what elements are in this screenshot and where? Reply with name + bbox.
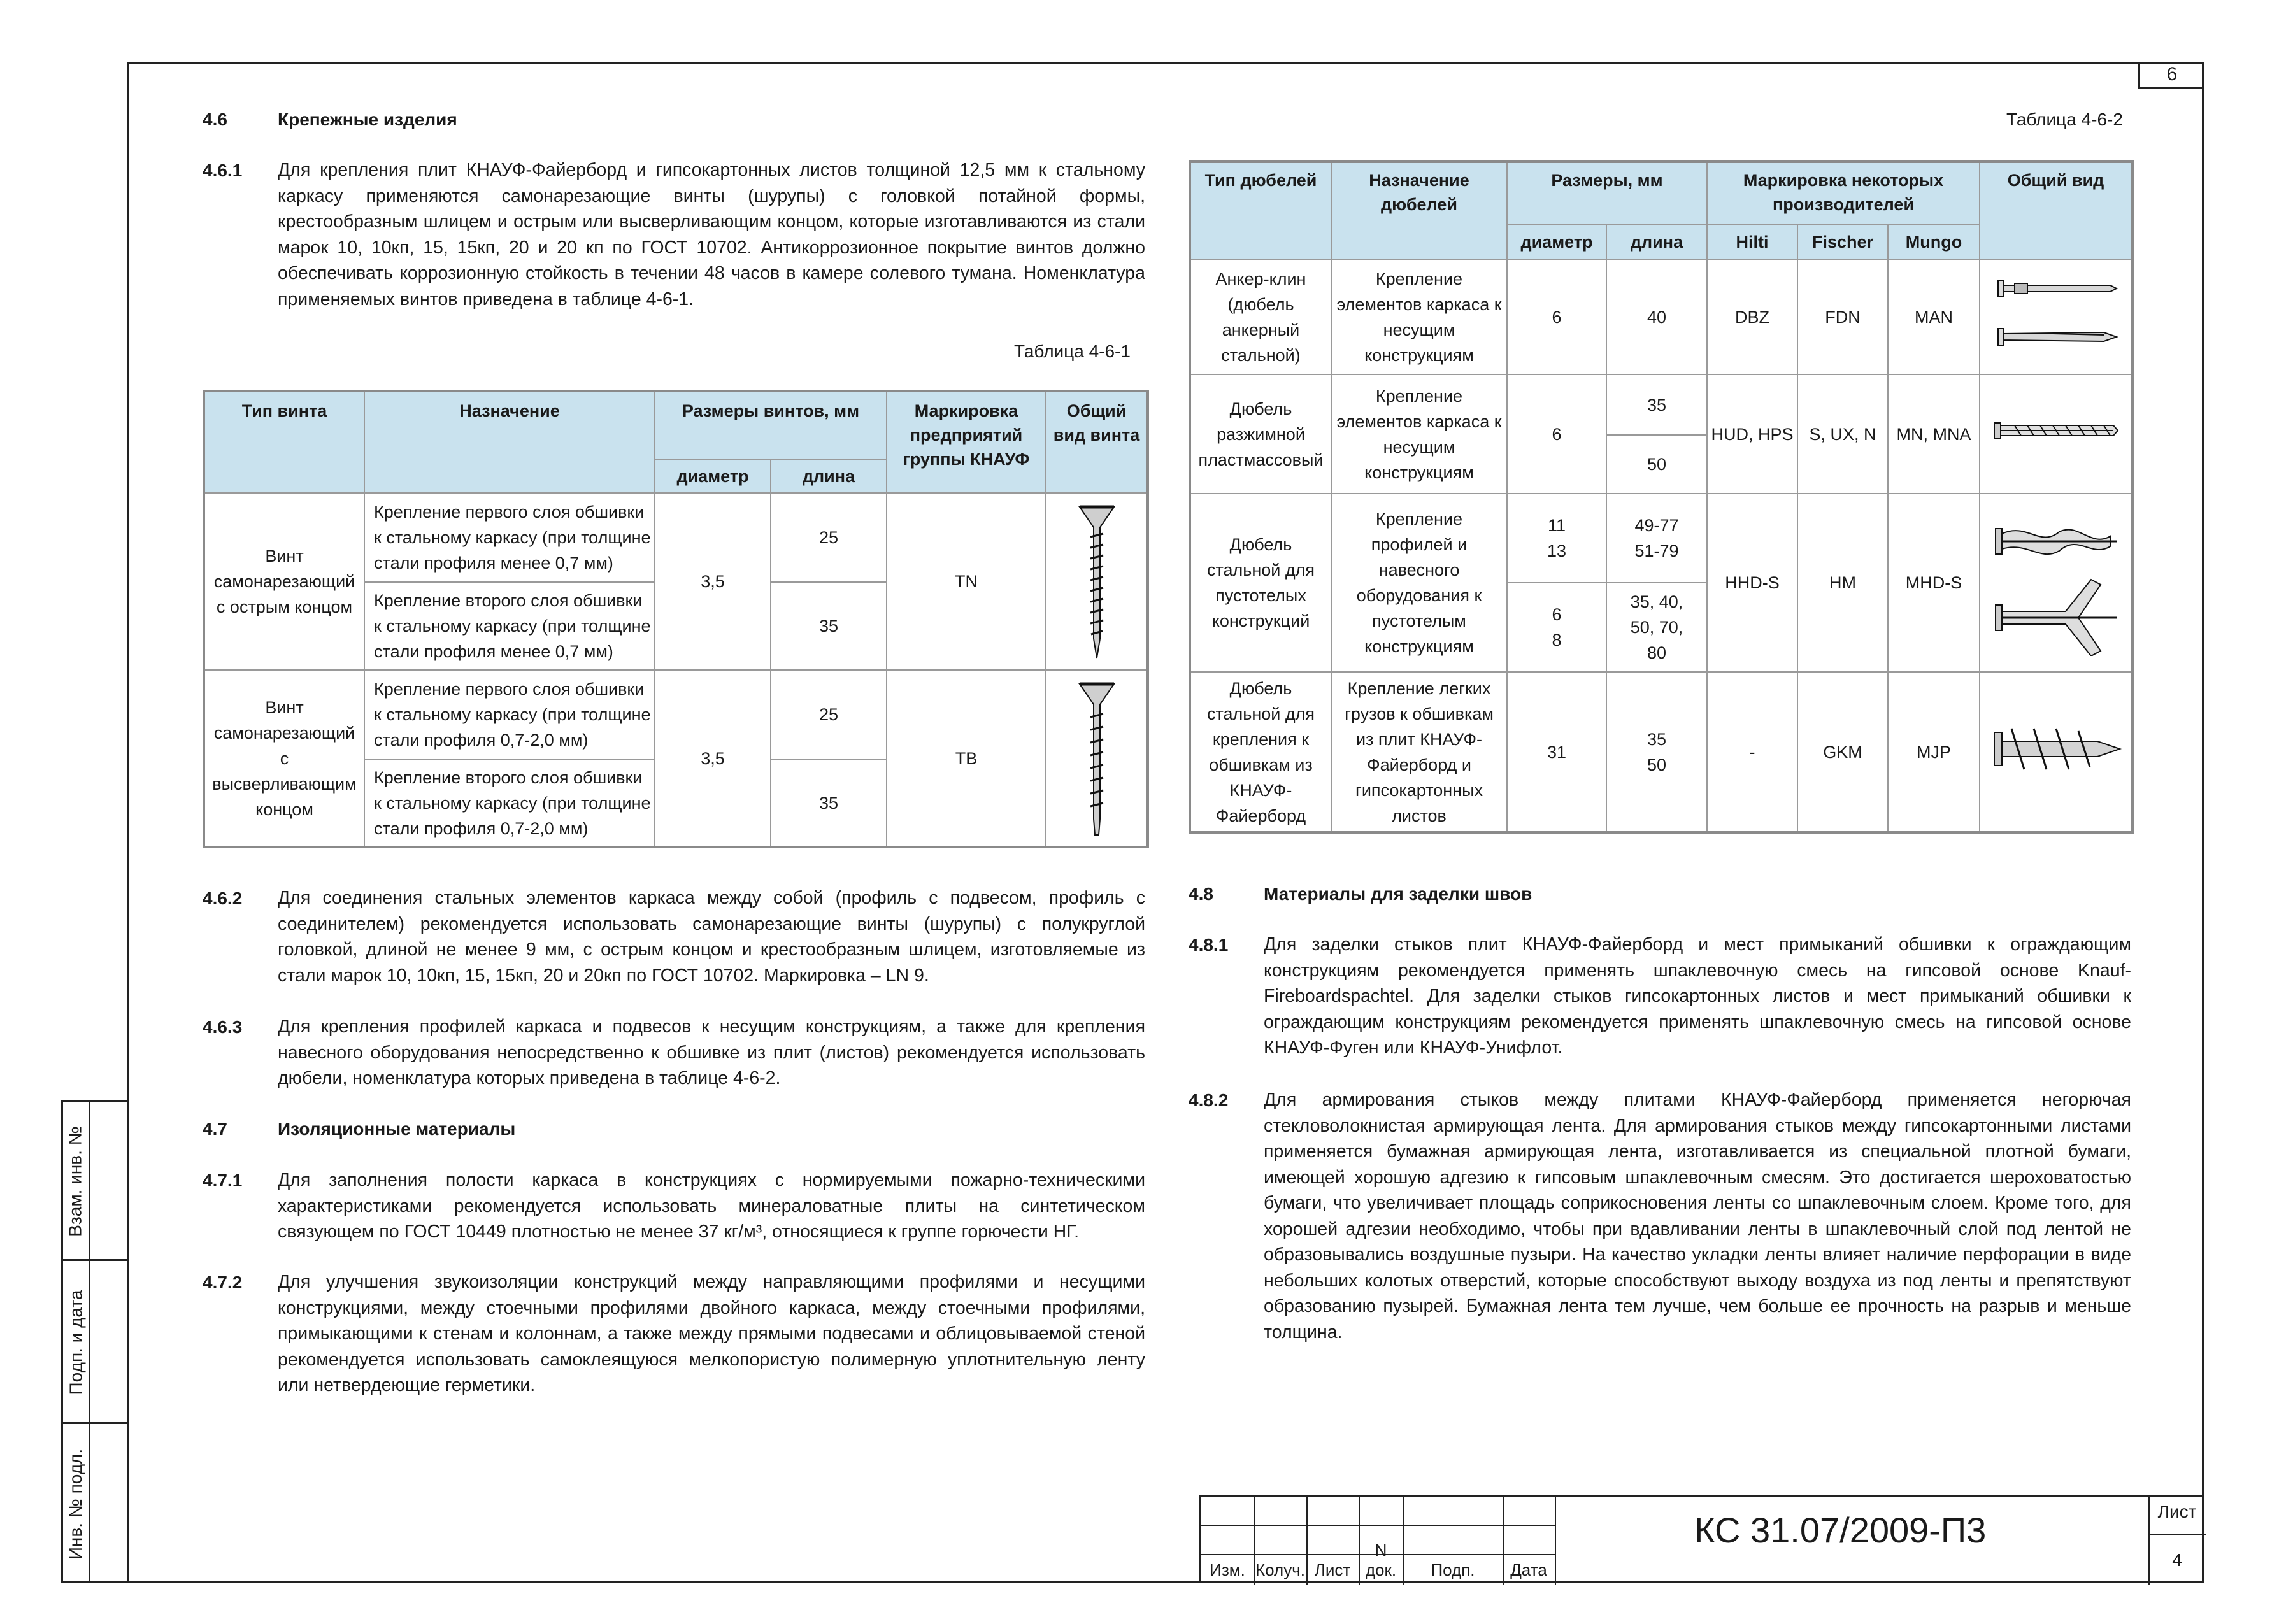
screw-tn-image (1046, 493, 1148, 670)
t461-row2a-length: 25 (771, 670, 887, 759)
t462-row3-diameter-b: 6 8 (1507, 583, 1606, 672)
t462-row3-hilti: HHD-S (1707, 494, 1797, 672)
t462-row1-mungo: MAN (1888, 260, 1980, 374)
sidebar-inv-original: Инв. № подл. (66, 1448, 86, 1560)
t462-row1-length: 40 (1606, 260, 1707, 374)
stamp-label-date: Дата (1510, 1560, 1547, 1579)
t462-row4-purpose: Крепление легких грузов к обшивкам из плит КНАУФ-Файерборд и гипсокартонных листов (1331, 672, 1507, 832)
screw-tb-image (1046, 670, 1148, 847)
t462-row3-diameter-a: 11 13 (1507, 494, 1606, 583)
t462-header-type: Тип дюбелей (1190, 162, 1331, 260)
section-4-6-number: 4.6 (203, 110, 227, 129)
t462-row1-diameter: 6 (1507, 260, 1606, 374)
t461-header-mark: Маркировка предприятий группы КНАУФ (887, 391, 1046, 493)
t461-header-purpose: Назначение (364, 391, 655, 493)
para-4-8-2-number: 4.8.2 (1189, 1090, 1229, 1110)
t462-row4-hilti: - (1707, 672, 1797, 832)
t461-row2-diameter: 3,5 (655, 670, 771, 847)
t462-row2-diameter: 6 (1507, 374, 1606, 494)
plastic-dowel-icon (1989, 411, 2123, 450)
t462-row2-fischer: S, UX, N (1797, 374, 1888, 494)
stamp-label-doc-no: N док. (1365, 1541, 1397, 1579)
t462-header-diameter: диаметр (1507, 224, 1606, 260)
t461-header-type: Тип винта (204, 391, 364, 493)
document-code: КС 31.07/2009-П3 (1694, 1510, 1987, 1550)
section-4-8-number: 4.8 (1189, 884, 1213, 904)
table-4-6-2-caption: Таблица 4-6-2 (2006, 110, 2123, 129)
t462-row1-purpose: Крепление элементов каркаса к несущим конструкциям (1331, 260, 1507, 374)
t462-header-fischer: Fischer (1797, 224, 1888, 260)
t462-row1-fischer: FDN (1797, 260, 1888, 374)
t462-row4-type: Дюбель стальной для крепления к обшивкам из КНАУФ-Файерборд (1190, 672, 1331, 832)
para-4-7-1-number: 4.7.1 (203, 1171, 243, 1190)
section-4-7-title: Изоляционные материалы (278, 1119, 516, 1139)
t461-row1a-length: 25 (771, 493, 887, 582)
t462-row4-length: 35 50 (1606, 672, 1707, 832)
para-4-6-3: Для крепления профилей каркаса и подвесов к несущим конструкциям, а также для крепления навесного оборудования непосредственно к обшивке из плит (листов) рекомендуется использовать дюбели, номенклатура которых приведена в таблице 4-6-2. (278, 1016, 1145, 1088)
sidebar-replace-inv: Взам. инв. № (66, 1126, 85, 1237)
t462-row4-fischer: GKM (1797, 672, 1888, 832)
t461-header-length: длина (771, 460, 887, 493)
t462-row4-diameter: 31 (1507, 672, 1606, 832)
para-4-6-3-number: 4.6.3 (203, 1017, 243, 1037)
t462-row2-length-b: 50 (1606, 435, 1707, 494)
stamp-label-count: Колуч. (1255, 1560, 1305, 1579)
t461-row2-mark: TB (887, 670, 1046, 847)
table-4-6-2 (1189, 160, 2134, 834)
anchor-wedge-icon (1989, 266, 2123, 362)
t461-row2a-purpose: Крепление первого слоя обшивки к стальному каркасу (при толщине стали профиля 0,7-2,0 мм) (364, 670, 655, 759)
t461-row2-type: Винт самонарезающий с высверливающим концом (204, 670, 364, 847)
stamp-label-signature: Подп. (1431, 1560, 1475, 1579)
t462-row3-length-a: 49-77 51-79 (1606, 494, 1707, 583)
para-4-7-2: Для улучшения звукоизоляции конструкций между направляющими профилями и несущими конструкциями, между стоечными профилями двойного каркаса, между стоечными профилями, примыкающими к стенам и колоннам, а также между прямыми подвесами и облицовываемой стеной рекомендуется использовать самоклеящуюся мелкопористую полимерную уплотнительную ленту или нетвердеющие герметики. (278, 1272, 1145, 1395)
t462-row3-mungo: MHD-S (1888, 494, 1980, 672)
t462-row3-purpose: Крепление профилей и навесного оборудования к пустотелым конструкциям (1331, 494, 1507, 672)
para-4-7-1: Для заполнения полости каркаса в конструкциях с нормируемыми пожарно-техническими характеристиками рекомендуется использовать минераловатные плиты на синтетическом связующем по ГОСТ 10449 плотностью не менее 37 кг/м³, относящиеся к группе горючести НГ. (278, 1170, 1145, 1242)
t462-row2-hilti: HUD, HPS (1707, 374, 1797, 494)
t462-row2-mungo: MN, MNA (1888, 374, 1980, 494)
t461-header-diameter: диаметр (655, 460, 771, 493)
para-4-6-2-number: 4.6.2 (203, 888, 243, 908)
para-4-8-1-number: 4.8.1 (1189, 935, 1229, 955)
para-4-7-2-number: 4.7.2 (203, 1272, 243, 1292)
t462-row1-hilti: DBZ (1707, 260, 1797, 374)
t461-row2b-length: 35 (771, 759, 887, 847)
t462-row1-type: Анкер-клин (дюбель анкерный стальной) (1190, 260, 1331, 374)
plasterboard-anchor-image (1980, 672, 2132, 832)
para-4-8-1: Для заделки стыков плит КНАУФ-Файерборд и мест примыканий обшивки к ограждающим конструкциям рекомендуется применять шпаклевочную смесь на гипсовой основе Knauf-Fireboardspachtel. Для заделки стыков гипсокартонных листов и мест примыканий обшивки к ограждающим конструкциям рекомендуется применять шпаклевочную смесь на гипсовой основе КНАУФ-Фуген или КНАУФ-Унифлот. (1264, 934, 2131, 1058)
t461-row1-diameter: 3,5 (655, 493, 771, 670)
section-4-8-title: Материалы для заделки швов (1264, 884, 1532, 904)
para-4-6-1-number: 4.6.1 (203, 160, 243, 180)
hollow-wall-dowel-icon (1989, 503, 2123, 656)
sheet-label: Лист (2157, 1502, 2197, 1521)
t462-header-purpose: Назначение дюбелей (1331, 162, 1507, 260)
t462-header-length: длина (1606, 224, 1707, 260)
sheet-number: 4 (2172, 1550, 2182, 1570)
t462-header-hilti: Hilti (1707, 224, 1797, 260)
t461-header-view: Общий вид винта (1046, 391, 1148, 493)
t462-row2-length-a: 35 (1606, 374, 1707, 435)
para-4-6-1: Для крепления плит КНАУФ-Файерборд и гипсокартонных листов толщиной 12,5 мм к стальному каркасу применяются самонарезающие винты (шурупы) с головкой потайной формы, крестообразным шлицем и острым или высверливающим концом, которые изготавливаются из стали марок 10, 10кп, 15, 15кп, 20 и 20 кп по ГОСТ 10702. Антикоррозионное покрытие винтов должно обеспечивать коррозионную стойкость в течении 48 часов в камере солевого тумана. Номенклатура применяемых винтов приведена в таблице 4-6-1. (278, 160, 1145, 310)
sidebar-sign-date: Подп. и дата (66, 1290, 85, 1395)
t462-row4-mungo: MJP (1888, 672, 1980, 832)
t461-header-size: Размеры винтов, мм (655, 391, 887, 460)
page-number: 6 (2138, 62, 2204, 89)
t461-row1b-purpose: Крепление второго слоя обшивки к стальному каркасу (при толщине стали профиля менее 0,7 мм) (364, 582, 655, 670)
section-4-7-number: 4.7 (203, 1119, 227, 1139)
t461-row1-mark: TN (887, 493, 1046, 670)
hollow-dowel-image (1980, 494, 2132, 672)
para-4-6-2: Для соединения стальных элементов каркаса между собой (профиль с подвесом, профиль с соединителем) рекомендуется использовать самонарезающие винты (шурупы) с полукруглой головкой, длиной не менее 9 мм, с острым концом и крестообразным шлицем, изготовляемые из стали марок 10, 10кп, 15, 15кп, 20 и 20кп по ГОСТ 10702. Маркировка – LN 9. (278, 888, 1145, 986)
t462-header-mungo: Mungo (1888, 224, 1980, 260)
t462-header-view: Общий вид (1980, 162, 2132, 260)
t461-row1b-length: 35 (771, 582, 887, 670)
t462-row3-fischer: HM (1797, 494, 1888, 672)
t462-header-size: Размеры, мм (1507, 162, 1707, 224)
plastic-dowel-image (1980, 374, 2132, 494)
t462-header-mark: Маркировка некоторых производителей (1707, 162, 1980, 224)
t461-row2b-purpose: Крепление второго слоя обшивки к стальному каркасу (при толщине стали профиля 0,7-2,0 мм) (364, 759, 655, 847)
stamp-label-change: Изм. (1210, 1560, 1245, 1579)
section-4-6-title: Крепежные изделия (278, 110, 457, 129)
t462-row2-purpose: Крепление элементов каркаса к несущим конструкциям (1331, 374, 1507, 494)
t461-row1-type: Винт самонарезающий с острым концом (204, 493, 364, 670)
stamp-label-sheet: Лист (1314, 1560, 1351, 1579)
sharp-screw-icon (1075, 502, 1119, 661)
table-4-6-1-caption: Таблица 4-6-1 (1014, 341, 1131, 361)
plasterboard-anchor-icon (1989, 720, 2123, 777)
drill-screw-icon (1075, 679, 1119, 838)
approval-sidebar (61, 1100, 127, 1583)
t462-row2-type: Дюбель разжимной пластмассовый (1190, 374, 1331, 494)
t462-row3-length-b: 35, 40, 50, 70, 80 (1606, 583, 1707, 672)
table-4-6-1 (203, 390, 1149, 848)
anchor-wedge-image (1980, 260, 2132, 374)
t461-row1a-purpose: Крепление первого слоя обшивки к стальному каркасу (при толщине стали профиля менее 0,7 мм) (364, 493, 655, 582)
t462-row3-type: Дюбель стальной для пустотелых конструкций (1190, 494, 1331, 672)
para-4-8-2: Для армирования стыков между плитами КНАУФ-Файерборд применяется негорючая стекловолокнистая армирующая лента. Для армирования стыков между гипсокартонными листами применяется бумажная армирующая лента, изготавливается из специальной плотной бумаги, имеющей хорошую адгезию к гипсовым шпаклевочным смесям. Это достигается шероховатостью бумаги, что увеличивает площадь соприкосновения ленты со шпаклевочным слоем. Кроме того, для хорошей адгезии необходимо, чтобы при вдавливании ленты в шпаклевочный слой под лентой не образовывались воздушные пузыри. На качество укладки ленты влияет наличие перфорации в виде небольших колотых отверстий, которые способствуют выходу воздуха из под ленты и препятствуют образованию пузырей. Бумажная лента тем лучше, чем больше ее прочность на разрыв и меньше толщина. (1264, 1090, 2131, 1343)
